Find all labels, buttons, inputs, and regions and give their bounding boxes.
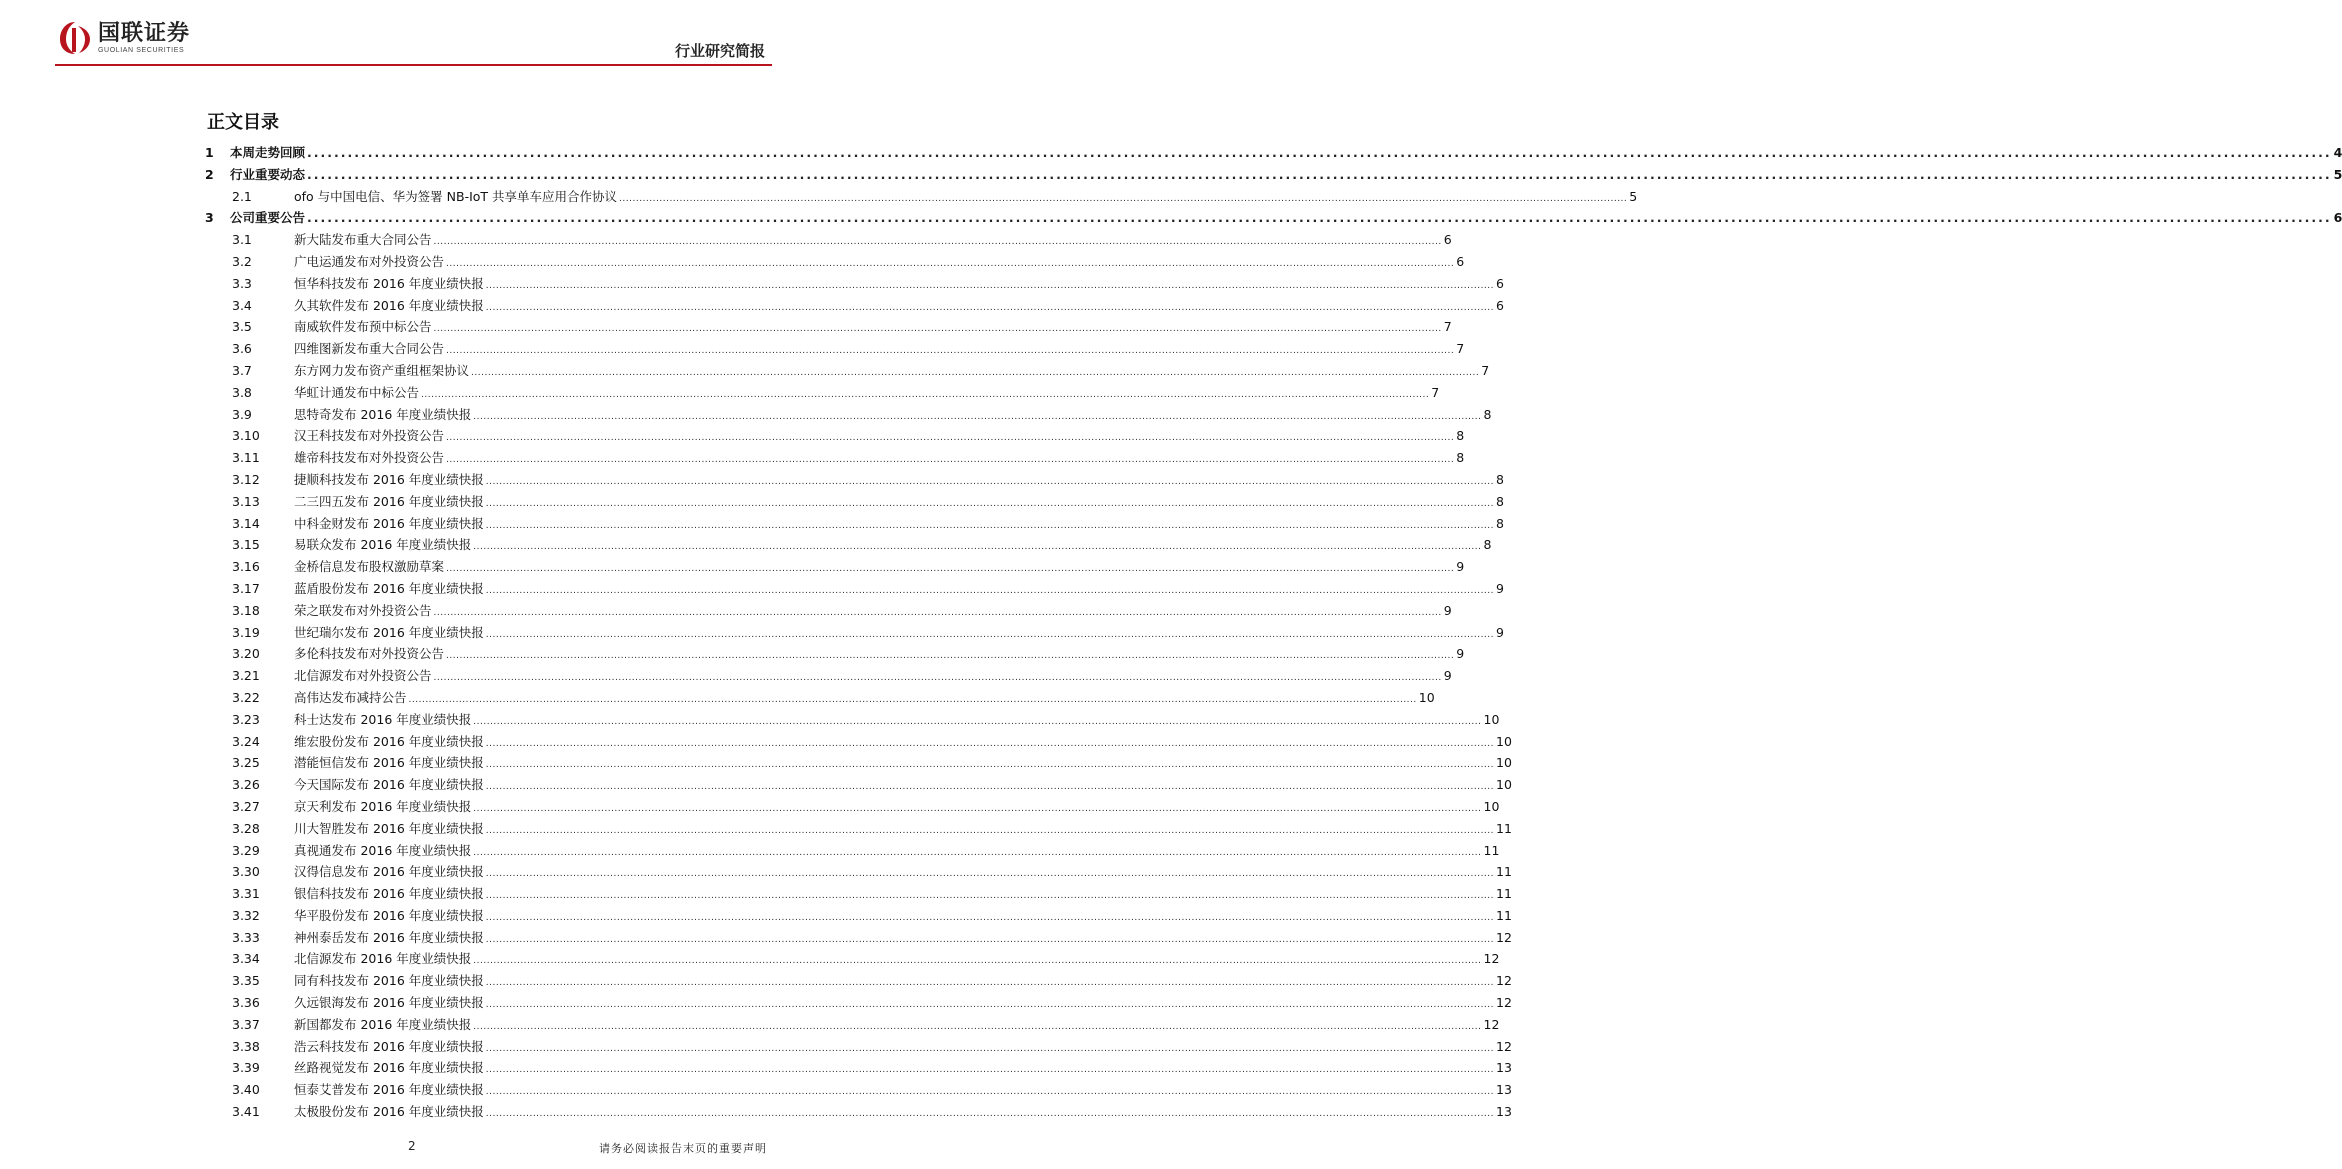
toc-entry-page: 13 bbox=[1496, 1082, 1512, 1098]
toc-entry[interactable] bbox=[205, 383, 1440, 405]
toc-dot-leader: ............................................................................................................................................................................................................................................................................................................ bbox=[485, 1109, 1495, 1120]
toc-entry-number: 3.23 bbox=[232, 711, 260, 727]
toc-entry[interactable] bbox=[205, 666, 1452, 688]
toc-entry[interactable] bbox=[205, 1037, 1512, 1059]
toc-entry[interactable] bbox=[205, 1080, 1512, 1102]
toc-entry-number: 2 bbox=[205, 166, 214, 182]
toc-entry-number: 3.19 bbox=[232, 624, 260, 640]
page-number: 2 bbox=[408, 1139, 416, 1153]
toc-entry-title: 行业重要动态 bbox=[230, 166, 306, 182]
toc-entry[interactable] bbox=[205, 448, 1465, 470]
toc-entry[interactable] bbox=[205, 623, 1504, 645]
toc-entry-number: 3.14 bbox=[232, 515, 260, 531]
toc-entry-title: 荣之联发布对外投资公告 bbox=[294, 602, 432, 618]
table-of-contents bbox=[205, 143, 2342, 1124]
toc-entry-number: 3.31 bbox=[232, 886, 260, 902]
toc-entry-page: 5 bbox=[1629, 188, 1638, 204]
company-logo bbox=[58, 20, 190, 56]
toc-entry-title: 维宏股份发布 2016 年度业绩快报 bbox=[294, 733, 484, 749]
toc-entry-number: 3.12 bbox=[232, 471, 260, 487]
toc-entry[interactable] bbox=[205, 274, 1504, 296]
toc-entry-page: 10 bbox=[1496, 755, 1512, 771]
toc-entry[interactable] bbox=[205, 884, 1512, 906]
toc-entry-number: 3.7 bbox=[232, 362, 252, 378]
toc-entry[interactable] bbox=[205, 426, 1465, 448]
toc-entry[interactable] bbox=[205, 165, 2342, 187]
toc-dot-leader: ............................................................................................................................................................................................................................................................................................................ bbox=[485, 1043, 1495, 1054]
toc-entry-number: 3.22 bbox=[232, 689, 260, 705]
toc-dot-leader: ............................................................................................................................................................................................................................................................................................................ bbox=[485, 1087, 1495, 1098]
toc-entry-number: 3.17 bbox=[232, 580, 260, 596]
toc-entry-title: 世纪瑞尔发布 2016 年度业绩快报 bbox=[294, 624, 484, 640]
toc-entry-number: 3.33 bbox=[232, 929, 260, 945]
toc-entry-number: 3.39 bbox=[232, 1060, 260, 1076]
toc-entry-number: 3.30 bbox=[232, 864, 260, 880]
toc-entry[interactable] bbox=[205, 361, 1490, 383]
toc-entry-title: 久其软件发布 2016 年度业绩快报 bbox=[294, 297, 484, 313]
footer-disclaimer: 请务必阅读报告末页的重要声明 bbox=[599, 1142, 767, 1155]
toc-dot-leader: ............................................................................................................................................................................................................................................................................................................ bbox=[446, 433, 1455, 444]
toc-entry-title: 高伟达发布减持公告 bbox=[294, 689, 407, 705]
toc-entry-number: 3.29 bbox=[232, 842, 260, 858]
toc-entry-page: 10 bbox=[1496, 777, 1512, 793]
toc-entry[interactable] bbox=[205, 993, 1512, 1015]
toc-entry-number: 3.40 bbox=[232, 1082, 260, 1098]
toc-entry-title: 真视通发布 2016 年度业绩快报 bbox=[294, 842, 472, 858]
toc-entry-page: 12 bbox=[1496, 995, 1512, 1011]
toc-entry[interactable] bbox=[205, 514, 1504, 536]
toc-entry-page: 12 bbox=[1496, 1038, 1512, 1054]
toc-entry[interactable] bbox=[205, 753, 1512, 775]
toc-entry-title: 易联众发布 2016 年度业绩快报 bbox=[294, 537, 472, 553]
toc-entry[interactable] bbox=[205, 862, 1512, 884]
toc-entry-number: 3.1 bbox=[232, 232, 252, 248]
toc-entry-page: 7 bbox=[1481, 362, 1490, 378]
toc-entry[interactable] bbox=[205, 230, 1452, 252]
toc-dot-leader: ............................................................................................................................................................................................................................................................................................................ bbox=[473, 847, 1482, 858]
toc-entry[interactable] bbox=[205, 949, 1500, 971]
toc-entry[interactable] bbox=[205, 492, 1504, 514]
toc-entry-title: 华平股份发布 2016 年度业绩快报 bbox=[294, 907, 484, 923]
toc-dot-leader: ............................................................................................................................................................................................................................................................................................................ bbox=[485, 498, 1495, 509]
toc-dot-leader: ............................................................................................................................................................................................................................................................................................................ bbox=[408, 694, 1417, 705]
toc-entry[interactable] bbox=[205, 710, 1500, 732]
toc-entry-title: 捷顺科技发布 2016 年度业绩快报 bbox=[294, 471, 484, 487]
toc-entry-title: 雄帝科技发布对外投资公告 bbox=[294, 450, 445, 466]
toc-entry-page: 5 bbox=[2333, 166, 2342, 182]
toc-dot-leader: ............................................................................................................................................................................................................................................................................................................ bbox=[485, 912, 1495, 923]
toc-entry-title: 潜能恒信发布 2016 年度业绩快报 bbox=[294, 755, 484, 771]
toc-entry-page: 10 bbox=[1496, 733, 1512, 749]
toc-dot-leader: ............................................................................................................................................................................................................................................................................................................ bbox=[473, 1021, 1482, 1032]
toc-entry-title: 恒泰艾普发布 2016 年度业绩快报 bbox=[294, 1082, 484, 1098]
toc-dot-leader: ............................................................................................................................................................................................................................................................................................................ bbox=[485, 891, 1495, 902]
toc-dot-leader: ............................................................................................................................................................................................................................................................................................................ bbox=[485, 760, 1495, 771]
toc-dot-leader: ............................................................................................................................................................................................................................................................................................................ bbox=[446, 651, 1455, 662]
toc-entry-page: 13 bbox=[1496, 1060, 1512, 1076]
toc-entry[interactable] bbox=[205, 252, 1465, 274]
toc-entry-number: 3.21 bbox=[232, 668, 260, 684]
toc-entry-title: 新大陆发布重大合同公告 bbox=[294, 232, 432, 248]
toc-dot-leader: ............................................................................................................................................................................................................................................................................................................ bbox=[485, 520, 1495, 531]
toc-entry-number: 3.6 bbox=[232, 341, 252, 357]
toc-entry-page: 13 bbox=[1496, 1104, 1512, 1120]
toc-entry-page: 11 bbox=[1496, 820, 1512, 836]
toc-entry-number: 3.24 bbox=[232, 733, 260, 749]
toc-entry-title: 浩云科技发布 2016 年度业绩快报 bbox=[294, 1038, 484, 1054]
toc-entry[interactable] bbox=[205, 1102, 1512, 1124]
toc-entry[interactable] bbox=[205, 644, 1465, 666]
toc-entry-page: 8 bbox=[1456, 428, 1465, 444]
toc-entry[interactable] bbox=[205, 601, 1452, 623]
toc-entry-page: 8 bbox=[1456, 450, 1465, 466]
toc-entry-page: 9 bbox=[1443, 602, 1452, 618]
toc-entry[interactable] bbox=[205, 1015, 1500, 1037]
toc-dot-leader: ............................................................................................................................................................................................................................................................................................................ bbox=[485, 1065, 1495, 1076]
toc-entry-title: 新国都发布 2016 年度业绩快报 bbox=[294, 1016, 472, 1032]
toc-entry-title: 京天利发布 2016 年度业绩快报 bbox=[294, 798, 472, 814]
toc-entry-title: 恒华科技发布 2016 年度业绩快报 bbox=[294, 275, 484, 291]
toc-entry-title: 银信科技发布 2016 年度业绩快报 bbox=[294, 886, 484, 902]
toc-dot-leader: ............................................................................................................................................................................................................................................................................................................ bbox=[307, 210, 2332, 226]
toc-entry-title: 今天国际发布 2016 年度业绩快报 bbox=[294, 777, 484, 793]
toc-entry-page: 6 bbox=[1443, 232, 1452, 248]
toc-entry-page: 12 bbox=[1483, 951, 1500, 967]
toc-entry-title: 华虹计通发布中标公告 bbox=[294, 384, 420, 400]
toc-dot-leader: ............................................................................................................................................................................................................................................................................................................ bbox=[485, 476, 1495, 487]
toc-entry-title: ofo 与中国电信、华为签署 NB-IoT 共享单车应用合作协议 bbox=[294, 188, 618, 204]
toc-entry[interactable] bbox=[205, 819, 1512, 841]
toc-entry-number: 3.28 bbox=[232, 820, 260, 836]
toc-entry-number: 3.5 bbox=[232, 319, 252, 335]
toc-entry[interactable] bbox=[205, 557, 1465, 579]
toc-entry[interactable] bbox=[205, 775, 1512, 797]
toc-entry-title: 科士达发布 2016 年度业绩快报 bbox=[294, 711, 472, 727]
toc-dot-leader: ............................................................................................................................................................................................................................................................................................................ bbox=[473, 542, 1482, 553]
toc-dot-leader: ............................................................................................................................................................................................................................................................................................................ bbox=[433, 324, 1442, 335]
toc-entry[interactable] bbox=[205, 579, 1504, 601]
toc-entry-page: 10 bbox=[1483, 798, 1500, 814]
toc-entry-page: 11 bbox=[1496, 907, 1512, 923]
toc-entry-page: 9 bbox=[1456, 559, 1465, 575]
toc-entry-page: 9 bbox=[1443, 668, 1452, 684]
toc-entry-number: 3.27 bbox=[232, 798, 260, 814]
toc-entry-page: 10 bbox=[1418, 689, 1435, 705]
toc-entry-number: 3.16 bbox=[232, 559, 260, 575]
logo-chinese-name: 国联证券 bbox=[98, 20, 191, 46]
toc-dot-leader: ............................................................................................................................................................................................................................................................................................................ bbox=[473, 956, 1482, 967]
toc-entry[interactable] bbox=[205, 688, 1435, 710]
toc-entry-title: 丝路视觉发布 2016 年度业绩快报 bbox=[294, 1060, 484, 1076]
toc-entry-page: 11 bbox=[1496, 886, 1512, 902]
toc-entry-page: 12 bbox=[1496, 973, 1512, 989]
toc-dot-leader: ............................................................................................................................................................................................................................................................................................................ bbox=[433, 673, 1442, 684]
toc-entry-number: 3.41 bbox=[232, 1104, 260, 1120]
toc-dot-leader: ............................................................................................................................................................................................................................................................................................................ bbox=[446, 455, 1455, 466]
toc-entry-page: 9 bbox=[1496, 624, 1504, 640]
toc-entry-page: 6 bbox=[1456, 253, 1465, 269]
toc-entry[interactable] bbox=[205, 470, 1504, 492]
toc-entry[interactable] bbox=[205, 535, 1492, 557]
toc-dot-leader: ............................................................................................................................................................................................................................................................................................................ bbox=[619, 193, 1628, 204]
toc-entry[interactable] bbox=[205, 906, 1512, 928]
toc-dot-leader: ............................................................................................................................................................................................................................................................................................................ bbox=[485, 738, 1495, 749]
toc-entry-page: 8 bbox=[1483, 406, 1492, 422]
toc-entry-number: 3.18 bbox=[232, 602, 260, 618]
toc-entry-number: 3.38 bbox=[232, 1038, 260, 1054]
toc-entry-page: 8 bbox=[1496, 515, 1504, 531]
toc-dot-leader: ............................................................................................................................................................................................................................................................................................................ bbox=[485, 629, 1495, 640]
toc-entry-number: 3.35 bbox=[232, 973, 260, 989]
toc-dot-leader: ............................................................................................................................................................................................................................................................................................................ bbox=[485, 1000, 1495, 1011]
toc-entry-title: 汉得信息发布 2016 年度业绩快报 bbox=[294, 864, 484, 880]
toc-entry-number: 3 bbox=[205, 210, 214, 226]
report-type: 行业研究简报 bbox=[674, 42, 765, 60]
toc-entry-page: 6 bbox=[2333, 210, 2342, 226]
toc-entry[interactable] bbox=[205, 208, 2342, 230]
toc-entry-page: 8 bbox=[1483, 537, 1492, 553]
toc-entry[interactable] bbox=[205, 797, 1500, 819]
toc-entry-page: 10 bbox=[1483, 711, 1500, 727]
toc-entry-title: 思特奇发布 2016 年度业绩快报 bbox=[294, 406, 472, 422]
toc-dot-leader: ............................................................................................................................................................................................................................................................................................................ bbox=[485, 934, 1495, 945]
toc-entry-number: 3.11 bbox=[232, 450, 260, 466]
toc-dot-leader: ............................................................................................................................................................................................................................................................................................................ bbox=[473, 411, 1482, 422]
toc-entry-page: 11 bbox=[1483, 842, 1500, 858]
toc-entry-number: 3.13 bbox=[232, 493, 260, 509]
toc-dot-leader: ............................................................................................................................................................................................................................................................................................................ bbox=[485, 280, 1495, 291]
toc-entry-number: 3.4 bbox=[232, 297, 252, 313]
toc-entry-title: 神州泰岳发布 2016 年度业绩快报 bbox=[294, 929, 484, 945]
toc-entry-title: 中科金财发布 2016 年度业绩快报 bbox=[294, 515, 484, 531]
toc-entry-number: 3.2 bbox=[232, 253, 252, 269]
toc-entry-page: 9 bbox=[1456, 646, 1465, 662]
toc-dot-leader: ............................................................................................................................................................................................................................................................................................................ bbox=[433, 237, 1442, 248]
toc-entry-number: 3.8 bbox=[232, 384, 252, 400]
toc-entry[interactable] bbox=[205, 1058, 1512, 1080]
toc-entry-number: 3.20 bbox=[232, 646, 260, 662]
toc-dot-leader: ............................................................................................................................................................................................................................................................................................................ bbox=[433, 607, 1442, 618]
toc-entry-title: 太极股份发布 2016 年度业绩快报 bbox=[294, 1104, 484, 1120]
toc-entry-title: 本周走势回顾 bbox=[230, 145, 306, 160]
toc-dot-leader: ............................................................................................................................................................................................................................................................................................................ bbox=[473, 803, 1482, 814]
toc-dot-leader: ............................................................................................................................................................................................................................................................................................................ bbox=[485, 585, 1495, 596]
toc-entry[interactable] bbox=[205, 339, 1465, 361]
toc-entry-page: 7 bbox=[1431, 384, 1440, 400]
toc-dot-leader: ............................................................................................................................................................................................................................................................................................................ bbox=[421, 389, 1430, 400]
toc-entry-number: 3.9 bbox=[232, 406, 252, 422]
toc-entry-number: 3.32 bbox=[232, 907, 260, 923]
toc-entry-title: 公司重要公告 bbox=[230, 210, 306, 226]
toc-dot-leader: ............................................................................................................................................................................................................................................................................................................ bbox=[446, 258, 1455, 269]
toc-entry-title: 多伦科技发布对外投资公告 bbox=[294, 646, 445, 662]
toc-entry[interactable] bbox=[205, 317, 1452, 339]
header-divider bbox=[55, 64, 772, 66]
toc-entry[interactable] bbox=[205, 187, 1638, 209]
toc-entry-number: 3.25 bbox=[232, 755, 260, 771]
toc-entry-title: 北信源发布 2016 年度业绩快报 bbox=[294, 951, 472, 967]
toc-entry-page: 12 bbox=[1483, 1016, 1500, 1032]
toc-entry-title: 广电运通发布对外投资公告 bbox=[294, 253, 445, 269]
toc-dot-leader: ............................................................................................................................................................................................................................................................................................................ bbox=[485, 782, 1495, 793]
toc-entry-number: 1 bbox=[205, 145, 214, 160]
toc-entry-number: 3.37 bbox=[232, 1016, 260, 1032]
toc-dot-leader: ............................................................................................................................................................................................................................................................................................................ bbox=[485, 869, 1495, 880]
toc-heading: 正文目录 bbox=[207, 112, 279, 133]
toc-entry-title: 久远银海发布 2016 年度业绩快报 bbox=[294, 995, 484, 1011]
toc-entry-page: 6 bbox=[1496, 297, 1504, 313]
toc-entry-number: 3.15 bbox=[232, 537, 260, 553]
toc-entry[interactable] bbox=[205, 732, 1512, 754]
toc-entry-number: 2.1 bbox=[232, 188, 252, 204]
toc-entry-title: 金桥信息发布股权激励草案 bbox=[294, 559, 445, 575]
toc-entry[interactable] bbox=[205, 841, 1500, 863]
toc-entry[interactable] bbox=[205, 143, 2342, 165]
toc-entry-title: 同有科技发布 2016 年度业绩快报 bbox=[294, 973, 484, 989]
toc-dot-leader: ............................................................................................................................................................................................................................................................................................................ bbox=[485, 302, 1495, 313]
toc-entry-page: 9 bbox=[1496, 580, 1504, 596]
toc-entry-title: 东方网力发布资产重组框架协议 bbox=[294, 362, 470, 378]
toc-entry-number: 3.10 bbox=[232, 428, 260, 444]
guolian-logo-icon bbox=[58, 20, 92, 56]
toc-entry[interactable] bbox=[205, 971, 1512, 993]
toc-entry-title: 北信源发布对外投资公告 bbox=[294, 668, 432, 684]
toc-dot-leader: ............................................................................................................................................................................................................................................................................................................ bbox=[446, 346, 1455, 357]
toc-entry-title: 蓝盾股份发布 2016 年度业绩快报 bbox=[294, 580, 484, 596]
toc-entry-title: 汉王科技发布对外投资公告 bbox=[294, 428, 445, 444]
toc-entry-number: 3.34 bbox=[232, 951, 260, 967]
toc-entry-page: 4 bbox=[2333, 145, 2342, 160]
toc-entry-page: 11 bbox=[1496, 864, 1512, 880]
toc-dot-leader: ............................................................................................................................................................................................................................................................................................................ bbox=[473, 716, 1482, 727]
toc-dot-leader: ............................................................................................................................................................................................................................................................................................................ bbox=[471, 367, 1480, 378]
toc-entry-number: 3.36 bbox=[232, 995, 260, 1011]
toc-entry-title: 四维图新发布重大合同公告 bbox=[294, 341, 445, 357]
toc-entry-page: 6 bbox=[1496, 275, 1504, 291]
toc-entry[interactable] bbox=[205, 928, 1512, 950]
toc-entry-title: 南威软件发布预中标公告 bbox=[294, 319, 432, 335]
toc-entry-page: 7 bbox=[1443, 319, 1452, 335]
toc-entry[interactable] bbox=[205, 405, 1492, 427]
toc-entry-page: 8 bbox=[1496, 493, 1504, 509]
toc-entry-page: 7 bbox=[1456, 341, 1465, 357]
toc-dot-leader: ............................................................................................................................................................................................................................................................................................................ bbox=[446, 564, 1455, 575]
toc-entry-title: 川大智胜发布 2016 年度业绩快报 bbox=[294, 820, 484, 836]
toc-entry-page: 8 bbox=[1496, 471, 1504, 487]
page-header bbox=[0, 0, 827, 70]
logo-english-name: GUOLIAN SECURITIES bbox=[98, 46, 185, 54]
toc-dot-leader: ............................................................................................................................................................................................................................................................................................................ bbox=[307, 145, 2332, 160]
toc-entry[interactable] bbox=[205, 296, 1504, 318]
toc-dot-leader: ............................................................................................................................................................................................................................................................................................................ bbox=[485, 825, 1495, 836]
toc-entry-page: 12 bbox=[1496, 929, 1512, 945]
toc-dot-leader: ............................................................................................................................................................................................................................................................................................................ bbox=[307, 166, 2332, 182]
toc-dot-leader: ............................................................................................................................................................................................................................................................................................................ bbox=[485, 978, 1495, 989]
toc-entry-title: 二三四五发布 2016 年度业绩快报 bbox=[294, 493, 484, 509]
toc-entry-number: 3.3 bbox=[232, 275, 252, 291]
toc-entry-number: 3.26 bbox=[232, 777, 260, 793]
